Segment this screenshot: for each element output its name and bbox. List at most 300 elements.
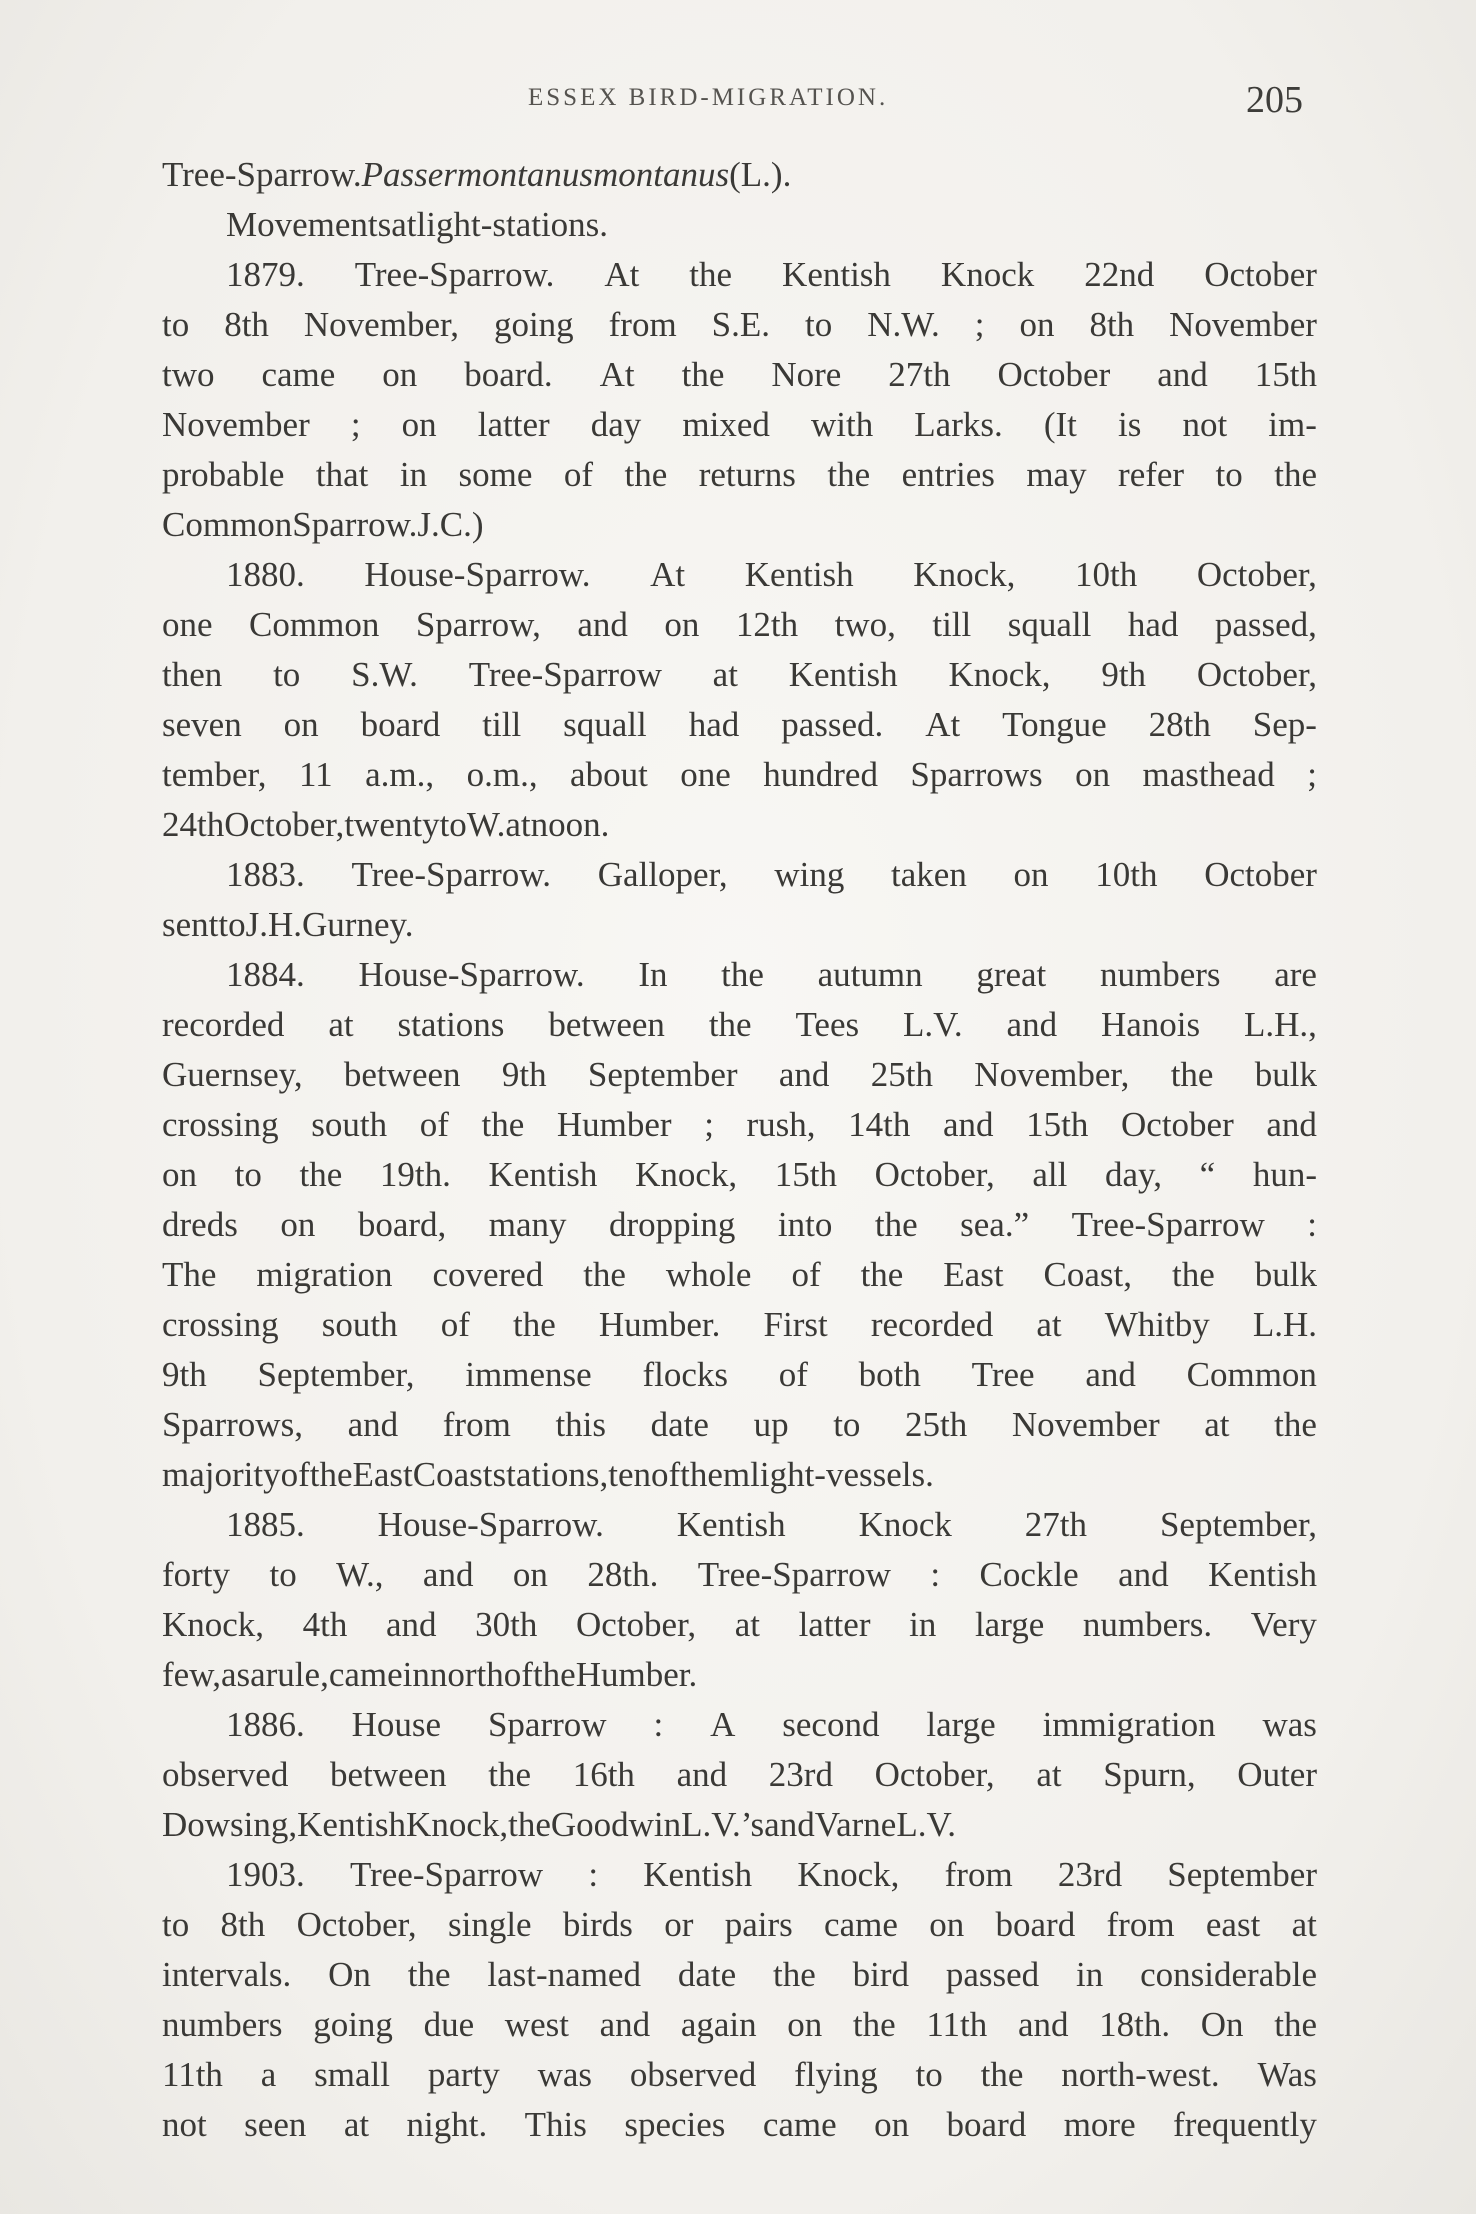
- word: on: [283, 705, 319, 744]
- word: may: [1026, 455, 1087, 494]
- text-line: [162, 1850, 1317, 1900]
- word: East: [352, 1455, 413, 1494]
- word: between: [548, 1005, 665, 1044]
- word: not: [162, 2105, 207, 2144]
- word: the: [481, 1105, 525, 1144]
- word: frequently: [1173, 2105, 1317, 2144]
- word: on: [512, 1555, 548, 1594]
- word: im-: [1268, 405, 1317, 444]
- word: At: [925, 705, 961, 744]
- word: September,: [257, 1355, 415, 1394]
- word: the: [721, 955, 764, 994]
- word: to: [805, 305, 833, 344]
- word: again: [680, 2005, 757, 2044]
- text-line: [162, 150, 1317, 200]
- word: light-vessels.: [750, 1455, 934, 1494]
- word: the: [1274, 2005, 1317, 2044]
- word: the: [1170, 1055, 1214, 1094]
- word: then: [162, 655, 223, 694]
- word: L.V.’s: [681, 1805, 765, 1844]
- word: (It: [1043, 405, 1077, 444]
- word: in: [399, 455, 428, 494]
- word: are: [1274, 955, 1317, 994]
- text-line: [162, 1900, 1317, 1950]
- word: night.: [406, 2105, 488, 2144]
- word: mixed: [682, 405, 770, 444]
- word: the: [772, 1955, 816, 1994]
- word: 14th: [848, 1105, 911, 1144]
- word: Tree-Sparrow.: [351, 855, 552, 894]
- word: the: [407, 1955, 451, 1994]
- running-title: ESSEX BIRD-MIGRATION.: [528, 84, 889, 111]
- word: Common: [249, 605, 380, 644]
- word: 15th: [1026, 1105, 1089, 1144]
- word: till: [482, 705, 522, 744]
- word: stations,: [492, 1455, 609, 1494]
- word: September,: [1159, 1505, 1317, 1544]
- word: crossing: [162, 1105, 279, 1144]
- word: as: [220, 1655, 251, 1694]
- word: 9th: [162, 1355, 207, 1394]
- word: of: [791, 1255, 821, 1294]
- word: 27th: [1024, 1505, 1088, 1544]
- word: House-Sparrow.: [364, 555, 591, 594]
- word: 23rd: [1057, 1855, 1123, 1894]
- word: the: [852, 2005, 896, 2044]
- word: and: [1085, 1355, 1136, 1394]
- text-line: [162, 2000, 1317, 2050]
- word: :: [930, 1555, 941, 1594]
- word: 1903.: [226, 1855, 305, 1894]
- word: was: [1262, 1705, 1317, 1744]
- word: both: [858, 1355, 921, 1394]
- word: large: [926, 1705, 996, 1744]
- word: Movements: [226, 205, 392, 244]
- word: the: [624, 455, 668, 494]
- word: September: [587, 1055, 738, 1094]
- word: autumn: [817, 955, 923, 994]
- word: the: [1274, 1405, 1317, 1444]
- word: Kentish: [676, 1505, 786, 1544]
- word: between: [343, 1055, 461, 1094]
- word: bird: [852, 1955, 909, 1994]
- word: Knock,: [797, 1855, 900, 1894]
- word: 11th: [162, 2055, 223, 2094]
- word: Tree-Sparrow.: [354, 255, 555, 294]
- word: Passer: [361, 155, 457, 194]
- word: had: [1127, 605, 1179, 644]
- text-line: [162, 1650, 1317, 1700]
- word: 1884.: [226, 955, 305, 994]
- word: came: [824, 1905, 898, 1944]
- word: House-Sparrow.: [377, 1505, 604, 1544]
- word: latter: [477, 405, 550, 444]
- word: and: [1017, 2005, 1069, 2044]
- word: ;: [704, 1105, 714, 1144]
- word: October,: [874, 1155, 995, 1194]
- word: that: [315, 455, 369, 494]
- word: (L.).: [729, 155, 792, 194]
- text-line: [162, 1250, 1317, 1300]
- word: large: [974, 1605, 1045, 1644]
- word: on: [382, 355, 418, 394]
- word: small: [314, 2055, 390, 2094]
- word: At: [599, 355, 635, 394]
- word: the: [708, 1005, 752, 1044]
- word: on: [1075, 755, 1111, 794]
- word: to: [162, 1905, 190, 1944]
- text-line: [162, 1000, 1317, 1050]
- word: Sparrow,: [415, 605, 541, 644]
- word: to: [439, 805, 467, 844]
- word: east: [1205, 1905, 1261, 1944]
- word: 15th: [1254, 355, 1317, 394]
- word: Nore: [771, 355, 842, 394]
- word: of: [280, 1455, 310, 1494]
- word: October: [1121, 1105, 1234, 1144]
- word: Tree-Sparrow.: [162, 155, 362, 194]
- word: of: [503, 1655, 533, 1694]
- word: the: [980, 2055, 1024, 2094]
- word: seven: [162, 705, 242, 744]
- word: the: [488, 1755, 532, 1794]
- word: montanus: [456, 155, 593, 194]
- word: 10th: [1095, 855, 1158, 894]
- word: Spurn,: [1103, 1755, 1196, 1794]
- word: September: [1167, 1855, 1317, 1894]
- word: Humber.: [598, 1305, 721, 1344]
- text-line: [162, 1150, 1317, 1200]
- word: 30th: [475, 1605, 538, 1644]
- word: to: [273, 655, 301, 694]
- word: considerable: [1140, 1955, 1317, 1994]
- text-line: [162, 1550, 1317, 1600]
- word: observed: [162, 1755, 289, 1794]
- word: to: [162, 305, 190, 344]
- word: Knock,: [406, 1805, 509, 1844]
- word: and: [599, 2005, 651, 2044]
- word: Knock,: [913, 555, 1016, 594]
- word: L.H.,: [1244, 1005, 1317, 1044]
- word: N.W.: [867, 305, 940, 344]
- word: of: [419, 1105, 449, 1144]
- word: recorded: [162, 1005, 285, 1044]
- text-line: [162, 1700, 1317, 1750]
- text-line: [162, 450, 1317, 500]
- word: from: [442, 1405, 511, 1444]
- word: wing: [774, 855, 845, 894]
- word: At: [604, 255, 640, 294]
- word: came: [762, 2105, 837, 2144]
- word: October,: [224, 805, 345, 844]
- word: 18th.: [1099, 2005, 1171, 2044]
- word: and: [1006, 1005, 1058, 1044]
- word: the: [860, 1255, 904, 1294]
- word: 23rd: [768, 1755, 833, 1794]
- word: November: [1011, 1405, 1160, 1444]
- word: on: [929, 1905, 965, 1944]
- word: crossing: [162, 1305, 279, 1344]
- word: stations: [397, 1005, 505, 1044]
- text-line: [162, 750, 1317, 800]
- word: on: [1019, 305, 1055, 344]
- word: sent: [162, 905, 219, 944]
- word: at: [712, 655, 738, 694]
- text-line: [162, 1800, 1317, 1850]
- word: going: [313, 2005, 393, 2044]
- word: entries: [901, 455, 995, 494]
- word: on: [401, 405, 437, 444]
- text-line: [162, 550, 1317, 600]
- word: 16th: [572, 1755, 635, 1794]
- word: at: [1204, 1405, 1230, 1444]
- word: H.: [268, 905, 303, 944]
- word: 1883.: [226, 855, 305, 894]
- word: on: [162, 1155, 197, 1194]
- word: few,: [162, 1655, 221, 1694]
- word: second: [782, 1705, 880, 1744]
- word: one: [680, 755, 731, 794]
- word: came: [328, 1655, 403, 1694]
- text-line: [162, 300, 1317, 350]
- word: October: [1204, 855, 1317, 894]
- word: Dowsing,: [162, 1805, 298, 1844]
- word: Humber: [556, 1105, 672, 1144]
- word: Knock,: [948, 655, 1051, 694]
- word: October: [1204, 255, 1317, 294]
- word: Coast: [412, 1455, 493, 1494]
- text-line: [162, 850, 1317, 900]
- word: 8th: [1089, 305, 1135, 344]
- word: all: [1032, 1155, 1068, 1194]
- word: observed: [629, 2055, 757, 2094]
- word: bulk: [1254, 1255, 1317, 1294]
- word: masthead: [1142, 755, 1275, 794]
- word: a: [250, 1655, 266, 1694]
- word: flocks: [642, 1355, 728, 1394]
- word: Kentish: [643, 1855, 753, 1894]
- word: two: [162, 355, 215, 394]
- text-line: [162, 400, 1317, 450]
- word: immense: [465, 1355, 592, 1394]
- word: October,: [576, 1605, 697, 1644]
- word: south: [311, 1105, 388, 1144]
- word: Tree-Sparrow: [349, 1855, 544, 1894]
- word: some: [458, 455, 533, 494]
- word: tember,: [162, 755, 267, 794]
- word: 22nd: [1084, 255, 1155, 294]
- word: W.: [466, 805, 506, 844]
- word: Sep-: [1252, 705, 1317, 744]
- word: rule,: [265, 1655, 329, 1694]
- word: in: [909, 1605, 937, 1644]
- word: at: [505, 805, 531, 844]
- word: on: [280, 1205, 316, 1244]
- word: of: [563, 455, 594, 494]
- text-line: [162, 650, 1317, 700]
- word: on: [874, 2105, 910, 2144]
- word: to: [218, 905, 246, 944]
- word: Kentish: [788, 655, 898, 694]
- word: date: [677, 1955, 737, 1994]
- word: ten: [608, 1455, 651, 1494]
- word: Knock: [858, 1505, 952, 1544]
- text-line: [162, 1950, 1317, 2000]
- text-line: [162, 800, 1317, 850]
- word: the: [689, 255, 733, 294]
- word: and: [778, 1055, 830, 1094]
- word: On: [1200, 2005, 1244, 2044]
- word: L.H.: [1252, 1305, 1317, 1344]
- word: 27th: [888, 355, 951, 394]
- text-line: [162, 1350, 1317, 1400]
- word: Common: [162, 505, 293, 544]
- word: Tees: [795, 1005, 860, 1044]
- word: Tongue: [1002, 705, 1107, 744]
- page-number: 205: [1246, 79, 1303, 121]
- word: and: [676, 1755, 728, 1794]
- word: In: [638, 955, 668, 994]
- word: dropping: [609, 1205, 736, 1244]
- word: Tree-Sparrow: [1071, 1205, 1265, 1244]
- word: on: [787, 2005, 823, 2044]
- word: :: [1307, 1205, 1317, 1244]
- word: from: [944, 1855, 1013, 1894]
- text-line: [162, 1450, 1317, 1500]
- word: to: [269, 1555, 297, 1594]
- word: at: [1036, 1755, 1062, 1794]
- word: from: [608, 305, 677, 344]
- word: 25th: [905, 1405, 968, 1444]
- word: Tree-Sparrow: [697, 1555, 891, 1594]
- word: This: [524, 2105, 587, 2144]
- word: with: [810, 405, 874, 444]
- word: October,: [1196, 655, 1317, 694]
- word: November,: [974, 1055, 1130, 1094]
- word: twenty: [344, 805, 440, 844]
- word: in: [1076, 1955, 1104, 1994]
- word: L.V.: [896, 1805, 956, 1844]
- word: board: [360, 705, 441, 744]
- word: the: [513, 1305, 556, 1344]
- text-line: [162, 2050, 1317, 2100]
- word: First: [763, 1305, 828, 1344]
- word: 24th: [162, 805, 225, 844]
- running-head: [0, 79, 1476, 134]
- word: squall: [1007, 605, 1092, 644]
- word: last-named: [487, 1955, 641, 1994]
- word: Whitby: [1104, 1305, 1210, 1344]
- word: the: [508, 1805, 551, 1844]
- word: Larks.: [914, 405, 1003, 444]
- word: migration: [256, 1255, 393, 1294]
- word: passed.: [781, 705, 884, 744]
- word: at: [328, 1005, 354, 1044]
- word: majority: [162, 1455, 281, 1494]
- word: date: [650, 1405, 709, 1444]
- word: sea.”: [960, 1205, 1030, 1244]
- word: them: [680, 1455, 751, 1494]
- word: more: [1063, 2105, 1136, 2144]
- word: Kentish: [1208, 1555, 1317, 1594]
- word: Cockle: [979, 1555, 1079, 1594]
- word: is: [1117, 405, 1142, 444]
- word: Knock,: [162, 1605, 265, 1644]
- word: :: [588, 1855, 599, 1894]
- word: board,: [357, 1205, 447, 1244]
- word: to: [1215, 455, 1243, 494]
- word: and: [1118, 1555, 1169, 1594]
- text-line: [162, 1050, 1317, 1100]
- word: and: [422, 1555, 474, 1594]
- word: 8th: [224, 305, 269, 344]
- word: refer: [1118, 455, 1185, 494]
- word: Outer: [1237, 1755, 1317, 1794]
- word: seen: [244, 2105, 307, 2144]
- word: and: [347, 1405, 399, 1444]
- word: Tree-Sparrow: [468, 655, 662, 694]
- text-line: [162, 700, 1317, 750]
- word: Gurney.: [302, 905, 414, 944]
- word: north: [429, 1655, 504, 1694]
- word: birds: [562, 1905, 633, 1944]
- text-line: [162, 900, 1317, 950]
- word: the: [1274, 455, 1317, 494]
- word: the: [827, 455, 871, 494]
- word: 25th: [870, 1055, 933, 1094]
- word: going: [493, 305, 574, 344]
- word: at: [734, 1605, 760, 1644]
- word: south: [321, 1305, 398, 1344]
- word: S.E.: [711, 305, 771, 344]
- word: the: [1171, 1255, 1215, 1294]
- word: to: [833, 1405, 861, 1444]
- word: into: [777, 1205, 833, 1244]
- word: rush,: [746, 1105, 816, 1144]
- word: the: [583, 1255, 626, 1294]
- text-line: [162, 2100, 1317, 2150]
- word: the: [681, 355, 725, 394]
- word: was: [537, 2055, 593, 2094]
- word: flying: [794, 2055, 878, 2094]
- text-line: [162, 1300, 1317, 1350]
- word: Knock: [940, 255, 1035, 294]
- word: to: [234, 1155, 262, 1194]
- word: single: [447, 1905, 532, 1944]
- word: between: [330, 1755, 447, 1794]
- word: two,: [834, 605, 896, 644]
- word: November: [1169, 305, 1317, 344]
- word: great: [976, 955, 1047, 994]
- word: from: [1106, 1905, 1175, 1944]
- word: W.,: [336, 1555, 384, 1594]
- word: October: [997, 355, 1111, 394]
- word: ;: [974, 305, 985, 344]
- word: north-west.: [1061, 2055, 1220, 2094]
- body-text: [162, 150, 1317, 2150]
- word: one: [162, 605, 213, 644]
- word: bulk: [1254, 1055, 1317, 1094]
- word: :: [653, 1705, 664, 1744]
- word: on: [1013, 855, 1049, 894]
- word: Kentish: [488, 1155, 598, 1194]
- word: at: [1036, 1305, 1062, 1344]
- word: Knock,: [635, 1155, 738, 1194]
- word: board.: [464, 355, 553, 394]
- text-line: [162, 500, 1317, 550]
- word: o.m.,: [466, 755, 538, 794]
- word: Kentish: [744, 555, 854, 594]
